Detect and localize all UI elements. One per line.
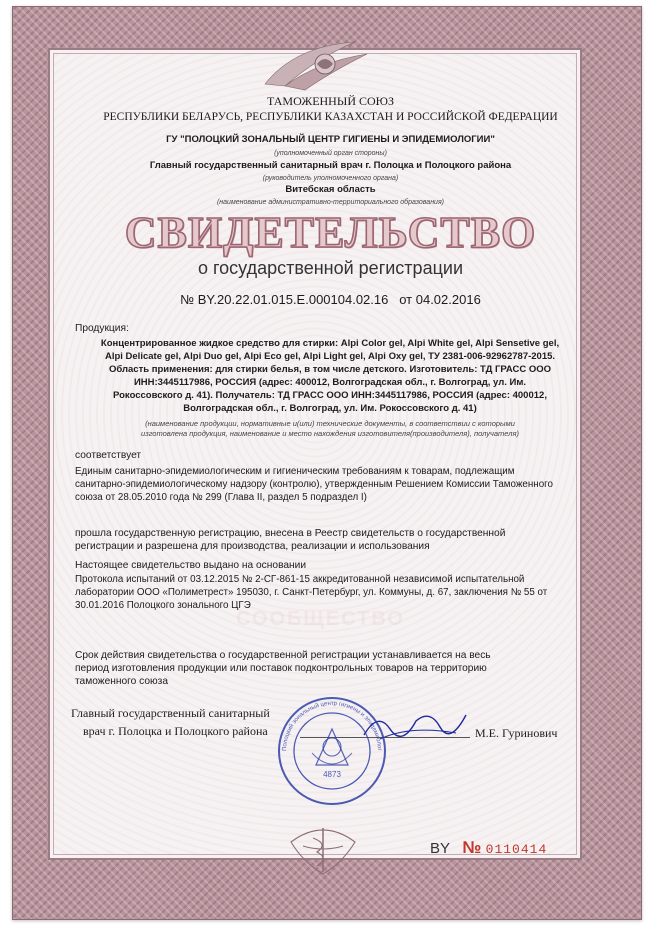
validity-line: таможенного союза xyxy=(75,676,169,687)
blank-no-sign: № xyxy=(462,838,482,857)
certificate-number: № BY.20.22.01.015.E.000104.02.16 xyxy=(180,292,389,307)
certificate-subtitle: о государственной регистрации xyxy=(197,258,463,278)
basis-label: Настоящее свидетельство выдано на основании xyxy=(75,560,307,571)
authority-caption: (уполномоченный орган стороны) xyxy=(274,150,387,157)
product-caption-line: (наименование продукции, нормативные и(или) технические документы, в соответствии с которыми xyxy=(145,419,515,428)
blank-number xyxy=(430,838,547,858)
medical-emblem-icon xyxy=(283,822,363,878)
validity-text xyxy=(75,649,491,688)
background-watermark: СООБЩЕСТВО xyxy=(236,608,405,630)
basis-line: Протокола испытаний от 03.12.2015 № 2-СГ-861-15 аккредитованной независимой испытательной xyxy=(75,574,525,585)
signatory-position-1: Главный государственный санитарный xyxy=(71,706,270,720)
customs-union-title: ТАМОЖЕННЫЙ СОЮЗ xyxy=(267,94,394,108)
region-caption: (наименование административно-территориального образования) xyxy=(216,199,445,206)
stamp-ring-text: Полоцкий зональный центр гигиены и эпидемиолог xyxy=(281,700,383,752)
product-line: Рокоссовского д. 41). Получатель: ТД ГРАСС ООО ИНН:3445117986, РОССИЯ (адрес: 400012, xyxy=(113,390,547,401)
registration-text xyxy=(75,527,505,553)
certificate-title: СВИДЕТЕЛЬСТВО xyxy=(124,208,537,257)
basis-line: лаборатории ООО «Полиметрест» 195030, г. Санкт-Петербург, ул. Коммуны, д. 67, заключения № 55 от xyxy=(75,587,548,598)
certificate-date: от 04.02.2016 xyxy=(399,292,481,307)
signatory-name: М.Е. Гуринович xyxy=(475,726,558,740)
product-caption xyxy=(75,419,585,439)
signatory-position-2: врач г. Полоцка и Полоцкого района xyxy=(83,724,268,738)
stamp-serial: 4873 xyxy=(323,770,341,779)
conformity-line: Единым санитарно-эпидемиологическим и гигиеническим требованиям к товарам, подлежащим xyxy=(75,466,515,477)
republics-line: РЕСПУБЛИКИ БЕЛАРУСЬ, РЕСПУБЛИКИ КАЗАХСТАН И РОССИЙСКОЙ ФЕДЕРАЦИИ xyxy=(103,111,558,123)
product-description xyxy=(75,337,585,415)
product-line: Концентрированное жидкое средство для стирки: Alpi Color gel, Alpi White gel, Alpi Sensetive gel, xyxy=(100,338,560,349)
conformity-text xyxy=(75,465,553,504)
blank-series: BY xyxy=(430,840,451,857)
authority-name: ГУ "ПОЛОЦКИЙ ЗОНАЛЬНЫЙ ЦЕНТР ГИГИЕНЫ И ЭПИДЕМИОЛОГИИ" xyxy=(166,134,495,145)
product-line: Область применения: для стирки белья, в том числе детского. Изготовитель: ТД ГРАСС ООО xyxy=(108,364,552,375)
product-label: Продукция: xyxy=(75,323,129,334)
conformity-label: соответствует xyxy=(75,450,142,461)
product-caption-line: изготовлена продукция, наименование и место нахождения изготовителя(производителя), получателя) xyxy=(141,429,519,438)
registration-line: регистрации и разрешена для производства, реализации и использования xyxy=(75,541,430,552)
registration-line: прошла государственную регистрацию, внесена в Реестр свидетельств о государственной xyxy=(75,528,506,539)
conformity-line: санитарно-эпидемиологическому надзору (контролю), утвержденным Решением Комиссии Таможенного xyxy=(75,479,553,490)
blank-serial: 0110414 xyxy=(485,842,548,857)
svg-text:Полоцкий зональный центр гигие xyxy=(276,695,382,752)
basis-line: 30.01.2016 Полоцкого зонального ЦГЭ xyxy=(75,600,251,611)
region-name: Витебская область xyxy=(285,184,376,195)
product-line: ИНН:3445117986, РОССИЯ (адрес: 400012, Волгоградская обл., г. Волгоград, ул. Им. xyxy=(133,377,527,388)
certificate-number-line xyxy=(50,292,611,307)
validity-line: Срок действия свидетельства о государственной регистрации устанавливается на весь xyxy=(75,650,491,661)
basis-text xyxy=(75,573,547,612)
product-line: Alpi Delicate gel, Alpi Duo gel, Alpi Eco gel, Alpi Light gel, Alpi Oxy gel, ТУ 2381-006-92962787-2015. xyxy=(104,351,556,362)
chief-doctor-line: Главный государственный санитарный врач г. Полоцка и Полоцкого района xyxy=(149,160,512,171)
stamp-icon xyxy=(276,695,388,807)
head-caption: (руководитель уполномоченного органа) xyxy=(262,175,399,182)
conformity-line: союза от 28.05.2010 года № 299 (Глава II, раздел 5 подраздел I) xyxy=(75,492,367,503)
product-line: Волгоградская обл., г. Волгоград, ул. Им. Рокоссовского д. 41) xyxy=(183,403,477,414)
emblem-icon xyxy=(255,36,375,94)
validity-line: период изготовления продукции или поставок подконтрольных товаров на территорию xyxy=(75,663,487,674)
